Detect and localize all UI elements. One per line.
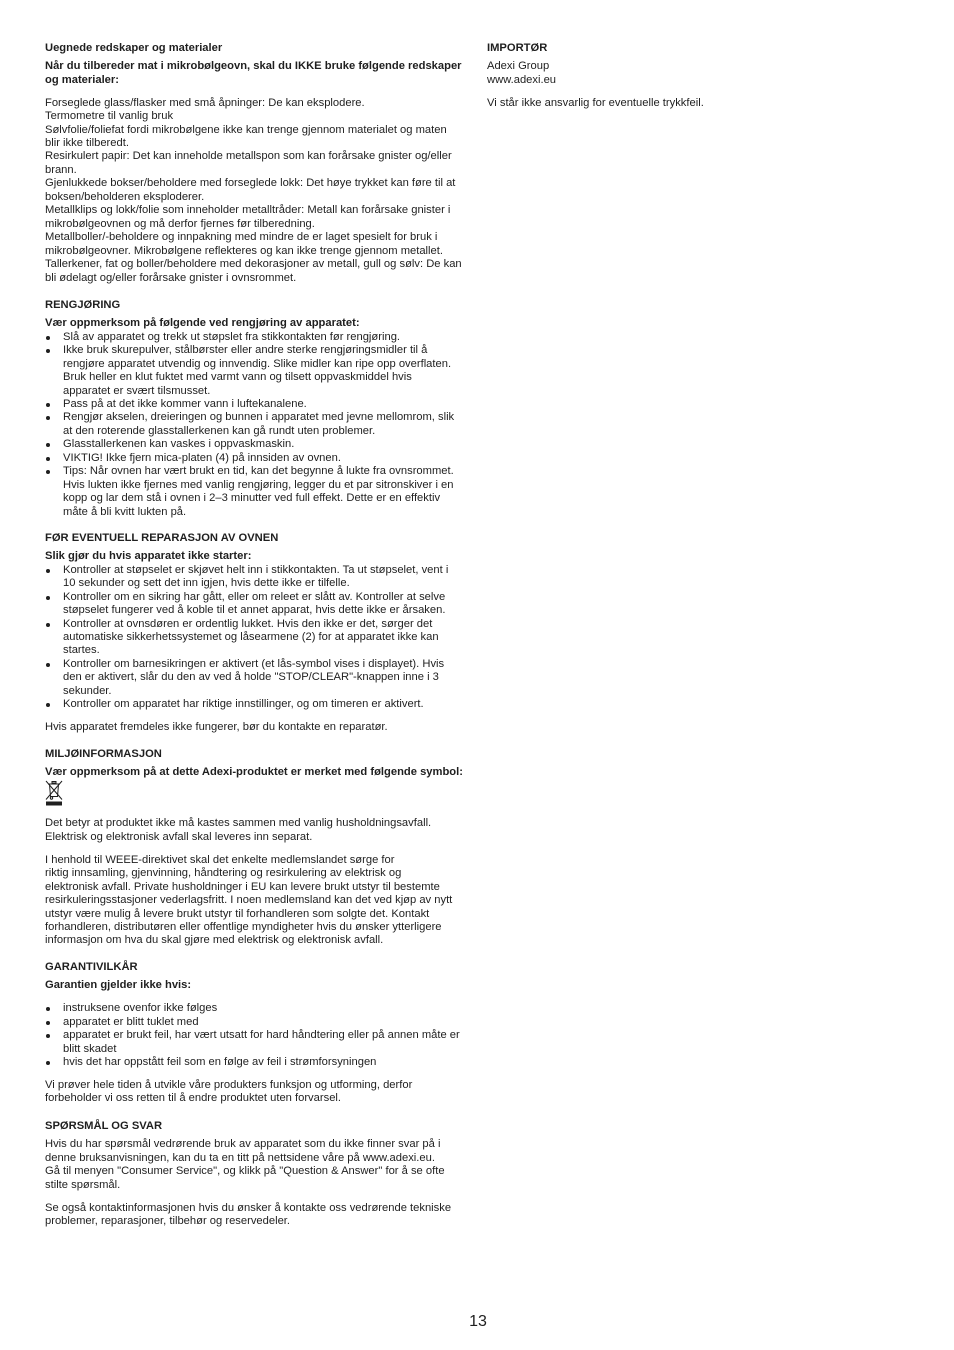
cleaning-bullet-list	[45, 331, 475, 519]
bullet-item	[45, 618, 475, 658]
section-heading: Uegnede redskaper og materialer	[45, 42, 223, 55]
section-heading: RENGJØRING	[45, 299, 121, 312]
bullet-text: hvis det har oppstått feil som en følge av feil i strømforsyningen	[63, 1056, 377, 1069]
faq-section	[45, 1120, 475, 1228]
bullet-text: Rengjør akselen, dreieringen og bunnen i apparatet med jevne mellomrom, slik at den roterende glasstallerkenen kan gå rundt uten problemer.	[63, 411, 455, 437]
bullet-icon	[46, 569, 50, 573]
bullet-item	[45, 564, 475, 591]
bullet-icon	[46, 457, 50, 461]
bullet-item	[45, 465, 475, 519]
list-item: Metallboller/-beholdere og innpakning med mindre de er laget spesielt for bruk i mikrobølgeovner. Mikrobølgene reflekteres og kan ikke trenge gjennom metallet.	[45, 231, 443, 257]
bullet-text: Slå av apparatet og trekk ut støpslet fra stikkontakten før rengjøring.	[63, 330, 401, 343]
section-heading: GARANTIVILKÅR	[45, 961, 138, 974]
list-item: Termometre til vanlig bruk	[45, 110, 174, 123]
bullet-item	[45, 331, 475, 344]
bullet-icon	[46, 623, 50, 627]
paragraph: Hvis du har spørsmål vedrørende bruk av apparatet som du ikke finner svar på i denne bruksanvisningen, kan du ta en titt på nettsidene våre på www.adexi.eu. Gå til menyen "Consumer Service", og klikk på "Question & Answer" for å se ofte stilte spørsmål.	[45, 1138, 445, 1191]
bullet-icon	[46, 703, 50, 707]
environment-section	[45, 748, 475, 948]
bullet-icon	[46, 336, 50, 340]
closing-paragraph: Hvis apparatet fremdeles ikke fungerer, bør du kontakte en reparatør.	[45, 721, 388, 734]
bullet-text: Kontroller om barnesikringen er aktivert (et lås-symbol vises i displayet). Hvis den er aktivert, slår du den av ved å holde "STOP/CLEAR"-knappen inne i 3 sekunder.	[63, 657, 445, 697]
importer-section	[487, 42, 907, 110]
unsuitable-items-list	[45, 97, 475, 285]
bullet-item	[45, 1002, 475, 1015]
repair-section	[45, 532, 475, 734]
bullet-item	[45, 1056, 475, 1069]
disclaimer: Vi står ikke ansvarlig for eventuelle trykkfeil.	[487, 96, 704, 109]
bullet-icon	[46, 443, 50, 447]
list-item: Metallklips og lokk/folie som inneholder metalltråder: Metall kan forårsake gnister i mikrobølgeovnen og må derfor fjernes før tilberedning.	[45, 204, 451, 230]
page-number: 13	[469, 1313, 487, 1330]
closing-paragraph: Vi prøver hele tiden å utvikle våre produkters funksjon og utforming, derfor forbeholder vi oss retten til å endre produktet uten forvarsel.	[45, 1078, 413, 1105]
bullet-text: Kontroller om apparatet har riktige innstillinger, og om timeren er aktivert.	[63, 698, 424, 711]
bullet-item	[45, 1029, 475, 1056]
bullet-icon	[46, 1034, 50, 1038]
bullet-text: apparatet er blitt tuklet med	[63, 1015, 199, 1028]
list-item: Tallerkener, fat og boller/beholdere med dekorasjoner av metall, gull og sølv: De kan bli ødelagt og/eller forårsake gnister i ovnsrommet.	[45, 258, 462, 284]
list-item: Forseglede glass/flasker med små åpninger: De kan eksplodere.	[45, 96, 365, 109]
warranty-section	[45, 961, 475, 1106]
bullet-icon	[46, 1061, 50, 1065]
bullet-text: Kontroller at ovnsdøren er ordentlig lukket. Hvis den ikke er det, sørger det automatiske sikkerhetssystemet og låsearmene (2) for at apparatet ikke kan startes.	[63, 617, 439, 657]
bullet-text: instruksene ovenfor ikke følges	[63, 1002, 218, 1015]
bullet-item	[45, 658, 475, 698]
section-intro: Slik gjør du hvis apparatet ikke starter:	[45, 550, 252, 563]
unsuitable-materials-section	[45, 42, 475, 285]
paragraph: Se også kontaktinformasjonen hvis du ønsker å kontakte oss vedrørende tekniske problemer, reparasjoner, tilbehør og reservedeler.	[45, 1201, 452, 1228]
bullet-text: Kontroller at støpselet er skjøvet helt inn i stikkontakten. Ta ut støpselet, vent i 10 sekunder og sett det inn igjen, hvis dette ikke er tilfelle.	[63, 563, 449, 590]
bullet-item	[45, 438, 475, 451]
bullet-text: Pass på at det ikke kommer vann i luftekanalene.	[63, 397, 307, 410]
cleaning-section	[45, 299, 475, 519]
bullet-item	[45, 452, 475, 465]
section-heading: SPØRSMÅL OG SVAR	[45, 1120, 163, 1133]
bullet-icon	[46, 663, 50, 667]
bullet-icon	[46, 403, 50, 407]
section-intro: Vær oppmerksom på følgende ved rengjøring av apparatet:	[45, 317, 360, 330]
bullet-text: Ikke bruk skurepulver, stålbørster eller andre sterke rengjøringsmidler til å rengjøre apparatet utvendig og innvendig. Slike midler kan ripe opp overflaten. Bruk heller en klut fuktet med varmt vann og tilsett oppvaskmiddel hvis apparatet er svært tilsmusset.	[63, 344, 452, 397]
bullet-icon	[46, 1007, 50, 1011]
bullet-text: VIKTIG! Ikke fjern mica-platen (4) på innsiden av ovnen.	[63, 451, 341, 464]
section-heading: MILJØINFORMASJON	[45, 748, 162, 761]
bullet-item	[45, 1016, 475, 1029]
bullet-icon	[46, 1021, 50, 1025]
section-heading: IMPORTØR	[487, 42, 548, 55]
bullet-text: apparatet er brukt feil, har vært utsatt for hard håndtering eller på annen måte er blitt skadet	[63, 1029, 460, 1055]
bullet-icon	[46, 470, 50, 474]
bullet-item	[45, 698, 475, 711]
section-intro: Garantien gjelder ikke hvis:	[45, 979, 192, 992]
bullet-text: Kontroller om en sikring har gått, eller om releet er slått av. Kontroller at selve støpselet fungerer ved å koble til et annet apparat, hvis dette ikke er årsaken.	[63, 590, 446, 617]
section-heading: FØR EVENTUELL REPARASJON AV OVNEN	[45, 532, 279, 545]
repair-bullet-list	[45, 564, 475, 712]
section-intro: Vær oppmerksom på at dette Adexi-produktet er merket med følgende symbol:	[45, 766, 463, 779]
bullet-item	[45, 344, 475, 398]
list-item: Sølvfolie/foliefat fordi mikrobølgene ikke kan trenge gjennom materialet og maten blir ikke tilberedt.	[45, 123, 447, 150]
bullet-item	[45, 591, 475, 618]
warranty-bullet-list	[45, 1002, 475, 1069]
bullet-icon	[46, 596, 50, 600]
weee-crossed-out-bin-icon	[45, 780, 63, 806]
bullet-text: Glasstallerkenen kan vaskes i oppvaskmaskin.	[63, 438, 295, 451]
paragraph: I henhold til WEEE-direktivet skal det enkelte medlemslandet sørge for riktig innsamling, gjenvinning, håndtering og resirkulering av elektrisk og elektronisk avfall. Private husholdninger i EU kan levere brukt utstyr til bestemte resirkuleringsstasjoner vederlagsfritt. I noen medlemsland kan det ved kjøp av nytt utstyr være mulig å levere brukt utstyr til forhandleren som solgte det. Kontakt forhandleren, distributøren eller offentlige myndigheter hvis du ønsker ytterligere informasjon om hva du skal gjøre med elektrisk og elektronisk avfall.	[45, 853, 453, 947]
bullet-item	[45, 411, 475, 438]
bullet-icon	[46, 416, 50, 420]
list-item: Gjenlukkede bokser/beholdere med forseglede lokk: Det høye trykket kan føre til at boksen/beholderen eksploderer.	[45, 177, 456, 203]
bullet-item	[45, 398, 475, 411]
importer-website: www.adexi.eu	[487, 73, 557, 86]
paragraph: Det betyr at produktet ikke må kastes sammen med vanlig husholdningsavfall. Elektrisk og elektronisk avfall skal leveres inn separat.	[45, 817, 432, 843]
bullet-icon	[46, 349, 50, 353]
list-item: Resirkulert papir: Det kan inneholde metallspon som kan forårsake gnister og/eller brann.	[45, 150, 452, 176]
section-intro: Når du tilbereder mat i mikrobølgeovn, skal du IKKE bruke følgende redskaper og materialer:	[45, 60, 462, 86]
importer-name: Adexi Group	[487, 60, 550, 73]
bullet-text: Tips: Når ovnen har vært brukt en tid, kan det begynne å lukte fra ovnsrommet. Hvis lukten ikke fjernes med vanlig rengjøring, legger du et par sitronskiver i en kopp og lar dem stå i ovnen i 2–3 minutter ved full effekt. Dette er en effektiv måte å bli kvitt lukten på.	[63, 465, 454, 518]
